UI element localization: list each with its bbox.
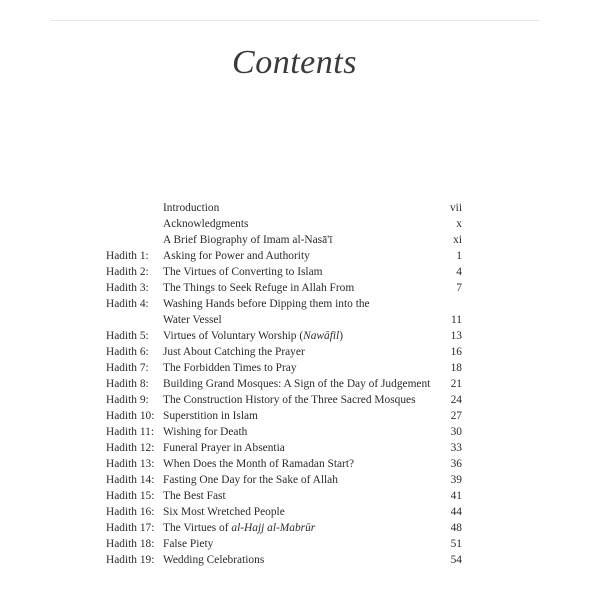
toc-entry-title (163, 344, 305, 360)
toc-entry-page-number: x (456, 218, 462, 230)
toc-entry-page-number: 27 (450, 410, 462, 422)
toc-entry-title-text: Wishing for Death (163, 426, 248, 438)
toc-entry-page-number: xi (453, 234, 462, 246)
toc-entry-title (163, 408, 258, 424)
toc-entry-title (163, 392, 416, 408)
toc-entry-title-text: The Best Fast (163, 490, 226, 502)
toc-entry (106, 456, 462, 472)
toc-entry-page-number: 33 (450, 442, 462, 454)
toc-entry (106, 328, 462, 344)
toc-entry-page-number: 7 (456, 282, 462, 294)
toc-entry-title (163, 536, 213, 552)
toc-entry (106, 200, 462, 216)
toc-entry-title-text: The Construction History of the Three Sacred Mosques (163, 394, 416, 406)
toc-entry-label: Hadith 3: (106, 282, 149, 294)
toc-entry-title-text: The Virtues of Converting to Islam (163, 266, 323, 278)
toc-entry (106, 440, 462, 456)
toc-entry-title-text: The Forbidden Times to Pray (163, 362, 297, 374)
toc-entry-label: Hadith 8: (106, 378, 149, 390)
toc-entry-title-text: Six Most Wretched People (163, 506, 285, 518)
toc-entry-label: Hadith 16: (106, 506, 155, 518)
toc-entry-label: Hadith 5: (106, 330, 149, 342)
toc-entry (106, 296, 462, 312)
toc-entry-label: Hadith 11: (106, 426, 154, 438)
toc-entry-title-italic: Nawāfil (303, 330, 340, 342)
toc-entry-label: Hadith 15: (106, 490, 155, 502)
toc-entry-label: Hadith 18: (106, 538, 155, 550)
toc-entry-page-number: 54 (450, 554, 462, 566)
toc-entry-label: Hadith 9: (106, 394, 149, 406)
toc-entry-title (163, 488, 226, 504)
toc-entry-title (163, 216, 248, 232)
toc-entry (106, 248, 462, 264)
toc-entry-title (163, 200, 219, 216)
toc-entry (106, 376, 462, 392)
toc-entry-title (163, 456, 354, 472)
toc-entry-label: Hadith 1: (106, 250, 149, 262)
toc-entry-title (163, 504, 285, 520)
toc-entry-title-text: Fasting One Day for the Sake of Allah (163, 474, 338, 486)
toc-entry-page-number: 11 (451, 314, 462, 326)
toc-entry-title-text: Introduction (163, 202, 220, 214)
toc-entry (106, 552, 462, 568)
toc-entry (106, 216, 462, 232)
toc-entry-label: Hadith 17: (106, 522, 155, 534)
toc-entry-label: Hadith 19: (106, 554, 155, 566)
toc-entry-title-text: Asking for Power and Authority (163, 250, 310, 262)
toc-entry-title (163, 520, 315, 536)
top-rule (50, 20, 539, 21)
toc-entry (106, 232, 462, 248)
toc-entry-page-number: 16 (450, 346, 462, 358)
toc-entry (106, 520, 462, 536)
toc-entry-page-number: 36 (450, 458, 462, 470)
toc-entry-page-number: 30 (450, 426, 462, 438)
toc-entry-title-text: False Piety (163, 538, 214, 550)
toc-entry-label: Hadith 12: (106, 442, 155, 454)
toc-entry-title (163, 264, 323, 280)
toc-entry-title-text: Building Grand Mosques: A Sign of the Day of Judgement (163, 378, 431, 390)
toc-entry (106, 280, 462, 296)
toc-entry-title-text: A Brief Biography of Imam al-Nasā'ī (163, 234, 333, 246)
toc-entry-title-suffix: ) (339, 330, 344, 342)
toc-entry-title (163, 296, 370, 312)
toc-entry-label: Hadith 14: (106, 474, 155, 486)
toc-entry (106, 264, 462, 280)
toc-entry-title (163, 328, 343, 344)
toc-entry (106, 312, 462, 328)
toc-entry-label: Hadith 7: (106, 362, 149, 374)
toc-entry-title (163, 552, 264, 568)
toc-entry-title (163, 360, 297, 376)
toc-entry-title-text: When Does the Month of Ramadan Start? (163, 458, 355, 470)
toc-entry-title-text: Acknowledgments (163, 218, 249, 230)
toc-entry-title-text: The Things to Seek Refuge in Allah From (163, 282, 355, 294)
toc-entry-label: Hadith 4: (106, 298, 149, 310)
toc-entry-page-number: 4 (456, 266, 462, 278)
toc-entry-title-italic: al-Hajj al-Mabrūr (231, 522, 316, 534)
toc-entry-page-number: 51 (450, 538, 462, 550)
toc-entry (106, 504, 462, 520)
toc-entry (106, 392, 462, 408)
toc-entry (106, 536, 462, 552)
toc-entry-title-text: Superstition in Islam (163, 410, 258, 422)
page-title: Contents (232, 44, 357, 81)
toc-entry-page-number: 13 (450, 330, 462, 342)
toc-entry-page-number: 21 (450, 378, 462, 390)
toc-entry (106, 424, 462, 440)
toc-entry-label: Hadith 13: (106, 458, 155, 470)
toc-entry-title-text: Wedding Celebrations (163, 554, 265, 566)
toc-entry-title-text: Funeral Prayer in Absentia (163, 442, 285, 454)
toc-entry-page-number: 1 (456, 250, 462, 262)
toc-entry-page-number: vii (449, 202, 462, 214)
toc-entry-title (163, 440, 285, 456)
toc-entry-page-number: 44 (450, 506, 462, 518)
table-of-contents (106, 200, 462, 568)
toc-entry-title (163, 424, 247, 440)
toc-entry-page-number: 39 (450, 474, 462, 486)
toc-entry-title (163, 280, 354, 296)
toc-entry-title (163, 472, 338, 488)
toc-entry-label: Hadith 2: (106, 266, 149, 278)
toc-entry-label: Hadith 6: (106, 346, 149, 358)
toc-entry (106, 472, 462, 488)
toc-entry-title (163, 248, 310, 264)
toc-entry-title (163, 312, 222, 328)
toc-entry-title-text: Just About Catching the Prayer (163, 346, 305, 358)
toc-entry-title (163, 376, 430, 392)
toc-entry-page-number: 18 (450, 362, 462, 374)
toc-entry (106, 408, 462, 424)
toc-entry-page-number: 24 (450, 394, 462, 406)
toc-entry-label: Hadith 10: (106, 410, 155, 422)
toc-entry-title-text: The Virtues of (163, 522, 232, 534)
toc-entry-page-number: 41 (450, 490, 462, 502)
toc-entry-page-number: 48 (450, 522, 462, 534)
toc-entry-title-text: Water Vessel (163, 314, 222, 326)
toc-entry (106, 344, 462, 360)
toc-entry (106, 360, 462, 376)
toc-entry-title-text: Virtues of Voluntary Worship ( (163, 330, 304, 342)
toc-entry (106, 488, 462, 504)
toc-entry-title-text: Washing Hands before Dipping them into the (163, 298, 370, 310)
toc-entry-title (163, 232, 332, 248)
